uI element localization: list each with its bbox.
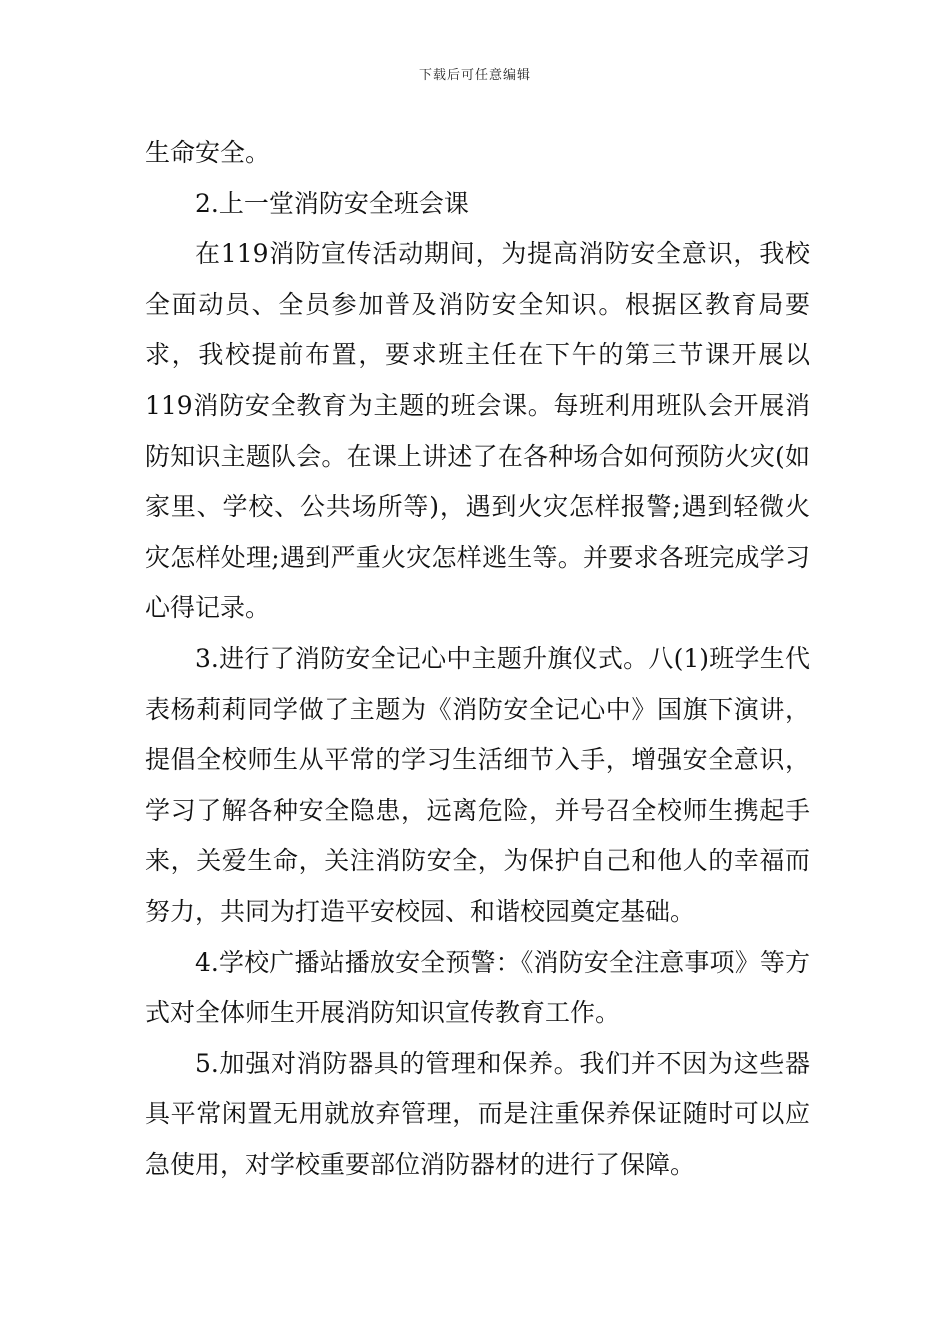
paragraph-6: 5.加强对消防器具的管理和保养。我们并不因为这些器具平常闲置无用就放弃管理，而是注重保养保证随时可以应急使用，对学校重要部位消防器材的进行了保障。: [145, 1048, 810, 1179]
document-body: [145, 128, 810, 1190]
paragraph-3: 在119消防宣传活动期间，为提高消防安全意识，我校全面动员、全员参加普及消防安全知识。根据区教育局要求，我校提前布置，要求班主任在下午的第三节课开展以119消防安全教育为主题的班会课。每班利用班队会开展消防知识主题队会。在课上讲述了在各种场合如何预防火灾(如家里、学校、公共场所等)，遇到火灾怎样报警;遇到轻微火灾怎样处理;遇到严重火灾怎样逃生等。并要求各班完成学习心得记录。: [145, 239, 810, 623]
paragraph-4: 3.进行了消防安全记心中主题升旗仪式。八(1)班学生代表杨莉莉同学做了主题为《消防安全记心中》国旗下演讲，提倡全校师生从平常的学习生活细节入手，增强安全意识，学习了解各种安全隐患，远离危险，并号召全校师生携起手来，关爱生命，关注消防安全，为保护自己和他人的幸福而努力，共同为打造平安校园、和谐校园奠定基础。: [145, 643, 810, 926]
paragraph-1: 生命安全。: [145, 138, 271, 167]
paragraph-2: 2.上一堂消防安全班会课: [195, 188, 469, 218]
paragraph-5: 4.学校广播站播放安全预警：《消防安全注意事项》等方式对全体师生开展消防知识宣传教育工作。: [145, 947, 810, 1028]
page-header: 下载后可任意编辑: [418, 68, 531, 83]
